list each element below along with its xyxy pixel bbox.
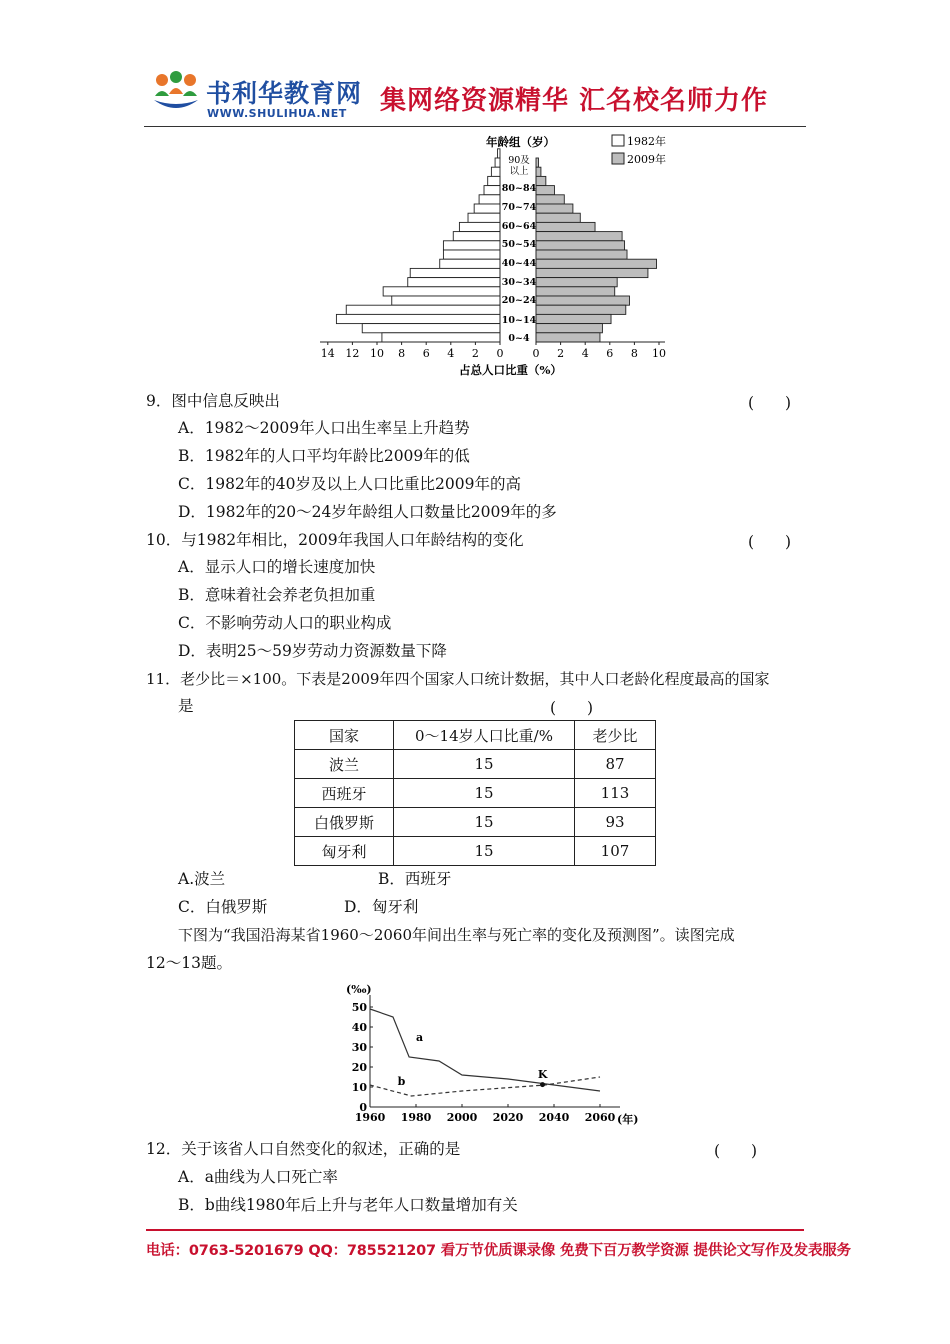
rate-x-tick-label: 2020: [492, 1111, 524, 1124]
table-row: [295, 779, 656, 808]
rate-y-tick-label: 50: [351, 1001, 367, 1014]
rate-y-tick-label: 0: [359, 1101, 367, 1114]
table-cell: 15: [394, 750, 575, 779]
bar-2009: [536, 158, 538, 167]
bar-1982: [491, 167, 500, 176]
bar-2009: [536, 176, 546, 185]
birth-death-rate-chart: [0, 975, 950, 1135]
table-cell: 匈牙利: [295, 837, 394, 866]
pyramid-age-label: 0~4: [508, 333, 530, 344]
q10-option-d: D．表明25～59岁劳动力资源数量下降: [178, 642, 447, 660]
bar-1982: [484, 186, 500, 195]
k-point-marker: [540, 1082, 545, 1087]
pyramid-tick-label: 10: [370, 347, 384, 360]
pyramid-age-label-top1: 90及: [508, 155, 530, 166]
q12-answer-paren: ( ): [714, 1142, 758, 1160]
brand-url: WWW.SHULIHUA.NET: [207, 107, 347, 120]
q9-stem: 9．图中信息反映出: [146, 392, 280, 410]
bar-2009: [536, 296, 629, 305]
pyramid-tick-label: 14: [320, 347, 335, 360]
header-slogan: 集网络资源精华 汇名校名师力作: [380, 86, 769, 116]
table-row: [295, 837, 656, 866]
q9-option-b: B．1982年的人口平均年龄比2009年的低: [178, 447, 470, 465]
q12-stem: 12．关于该省人口自然变化的叙述，正确的是: [146, 1140, 461, 1158]
bar-2009: [536, 259, 657, 268]
bar-1982: [408, 278, 500, 287]
pyramid-age-label: 80~84: [501, 183, 537, 194]
q11-option-d: D．匈牙利: [344, 898, 419, 916]
q9-option-a: A．1982～2009年人口出生率呈上升趋势: [178, 419, 470, 437]
population-pyramid-chart: [0, 0, 950, 385]
table-cell: 白俄罗斯: [295, 808, 394, 837]
pyramid-age-label-top2: 以上: [509, 166, 529, 177]
footer-divider: [146, 1229, 804, 1231]
bar-1982: [440, 259, 500, 268]
pyramid-tick-label: 4: [447, 347, 455, 360]
bar-2009: [536, 241, 625, 250]
pyramid-age-label: 20~24: [501, 295, 537, 306]
bar-2009: [536, 278, 617, 287]
bar-1982: [488, 176, 500, 185]
q9-option-c: C．1982年的40岁及以上人口比重比2009年的高: [178, 475, 521, 493]
pyramid-age-label: 30~34: [501, 277, 537, 288]
q10-answer-paren: ( ): [748, 533, 792, 551]
bar-2009: [536, 268, 648, 277]
series-b-label: b: [397, 1075, 406, 1088]
rate-y-tick-label: 20: [351, 1061, 367, 1074]
table-header-cell: 老少比: [575, 721, 656, 750]
country-population-table: [294, 720, 656, 866]
table-cell: 15: [394, 779, 575, 808]
pyramid-age-label: 70~74: [501, 202, 537, 213]
table-cell: 15: [394, 808, 575, 837]
bar-2009: [536, 287, 615, 296]
bar-1982: [362, 324, 500, 333]
pyramid-tick-label: 6: [606, 347, 614, 360]
rate-y-tick-label: 40: [351, 1021, 367, 1034]
pyramid-tick-label: 0: [532, 347, 540, 360]
legend-2009-swatch: [612, 153, 624, 164]
rate-y-tick-label: 10: [351, 1081, 367, 1094]
q11-stem-line2: 是: [178, 697, 194, 715]
bar-2009: [536, 333, 600, 342]
bar-2009: [536, 232, 622, 241]
bar-1982: [474, 204, 500, 213]
legend-2009-label: 2009年: [627, 153, 666, 166]
q10-stem: 10．与1982年相比，2009年我国人口年龄结构的变化: [146, 531, 524, 549]
q10-option-a: A．显示人口的增长速度加快: [178, 558, 376, 576]
pyramid-tick-label: 4: [581, 347, 589, 360]
rate-x-tick-label: 2040: [538, 1111, 570, 1124]
pyramid-tick-label: 12: [345, 347, 360, 360]
intro-line1: 下图为“我国沿海某省1960～2060年间出生率与死亡率的变化及预测图”。读图完成: [178, 926, 735, 944]
q9-answer-paren: ( ): [748, 394, 792, 412]
pyramid-tick-label: 8: [630, 347, 638, 360]
q9-option-d: D．1982年的20～24岁年龄组人口数量比2009年的多: [178, 503, 557, 521]
pyramid-tick-label: 2: [471, 347, 479, 360]
bar-1982: [336, 314, 500, 323]
bar-1982: [498, 149, 500, 158]
pyramid-tick-label: 2: [557, 347, 565, 360]
bar-2009: [536, 167, 541, 176]
rate-x-tick-label: 2060: [584, 1111, 616, 1124]
rate-x-tick-label: 1980: [400, 1111, 432, 1124]
table-header-row: [295, 721, 656, 750]
legend-1982-label: 1982年: [627, 135, 666, 148]
q11-option-a: A.波兰: [178, 870, 226, 888]
table-cell: 107: [575, 837, 656, 866]
q11-option-b: B．西班牙: [378, 870, 452, 888]
table-row: [295, 750, 656, 779]
pyramid-tick-label: 6: [422, 347, 430, 360]
bar-1982: [443, 241, 500, 250]
pyramid-age-label: 50~54: [501, 239, 537, 250]
pyramid-tick-label: 0: [496, 347, 504, 360]
brand-name: 书利华教育网: [206, 79, 363, 108]
rate-y-tick-label: 30: [351, 1041, 367, 1054]
rate-y-unit: (‰): [346, 983, 372, 996]
bar-1982: [382, 333, 500, 342]
pyramid-age-label: 60~64: [501, 221, 537, 232]
legend-1982-swatch: [612, 135, 624, 146]
table-cell: 15: [394, 837, 575, 866]
pyramid-y-title: 年龄组（岁）: [486, 135, 555, 149]
bar-1982: [468, 213, 500, 222]
q10-option-b: B．意味着社会养老负担加重: [178, 586, 376, 604]
bar-1982: [459, 222, 500, 231]
bar-1982: [495, 158, 500, 167]
pyramid-age-label: 10~14: [501, 315, 537, 326]
pyramid-tick-label: 10: [652, 347, 666, 360]
bar-2009: [536, 186, 554, 195]
bar-2009: [536, 195, 564, 204]
bar-1982: [443, 250, 500, 259]
q12-option-b: B．b曲线1980年后上升与老年人口数量增加有关: [178, 1196, 518, 1214]
table-header-cell: 0～14岁人口比重/%: [394, 721, 575, 750]
bar-1982: [346, 305, 500, 314]
k-point-label: K: [537, 1068, 548, 1081]
table-row: [295, 808, 656, 837]
bar-1982: [392, 296, 500, 305]
q11-stem-line1: 11．老少比＝×100。下表是2009年四个国家人口统计数据，其中人口老龄化程度最高的国家: [146, 670, 770, 688]
bar-2009: [536, 250, 627, 259]
pyramid-tick-label: 8: [398, 347, 406, 360]
rate-x-tick-label: 1960: [354, 1111, 386, 1124]
table-cell: 93: [575, 808, 656, 837]
series-a-label: a: [416, 1031, 424, 1044]
table-cell: 波兰: [295, 750, 394, 779]
q12-option-a: A．a曲线为人口死亡率: [178, 1168, 338, 1186]
bar-2009: [536, 314, 611, 323]
footer-contact: 电话：0763-5201679 QQ：785521207 看万节优质课录像 免费下百万教学资源 提供论文写作及发表服务: [146, 1243, 851, 1259]
rate-x-tick-label: 2000: [446, 1111, 478, 1124]
bar-2009: [536, 213, 580, 222]
q11-answer-paren: ( ): [550, 699, 594, 717]
table-cell: 87: [575, 750, 656, 779]
pyramid-age-label: 40~44: [501, 258, 537, 269]
table-cell: 西班牙: [295, 779, 394, 808]
intro-line2: 12～13题。: [146, 954, 232, 972]
bar-2009: [536, 204, 573, 213]
q10-option-c: C．不影响劳动人口的职业构成: [178, 614, 392, 632]
bar-2009: [536, 324, 602, 333]
pyramid-x-title: 占总人口比重（%）: [459, 363, 562, 377]
table-cell: 113: [575, 779, 656, 808]
q11-option-c: C．白俄罗斯: [178, 898, 268, 916]
bar-1982: [383, 287, 500, 296]
rate-x-unit: (年): [617, 1113, 639, 1126]
table-header-cell: 国家: [295, 721, 394, 750]
bar-2009: [536, 222, 595, 231]
bar-1982: [453, 232, 500, 241]
bar-2009: [536, 305, 626, 314]
bar-1982: [479, 195, 500, 204]
bar-1982: [410, 268, 500, 277]
